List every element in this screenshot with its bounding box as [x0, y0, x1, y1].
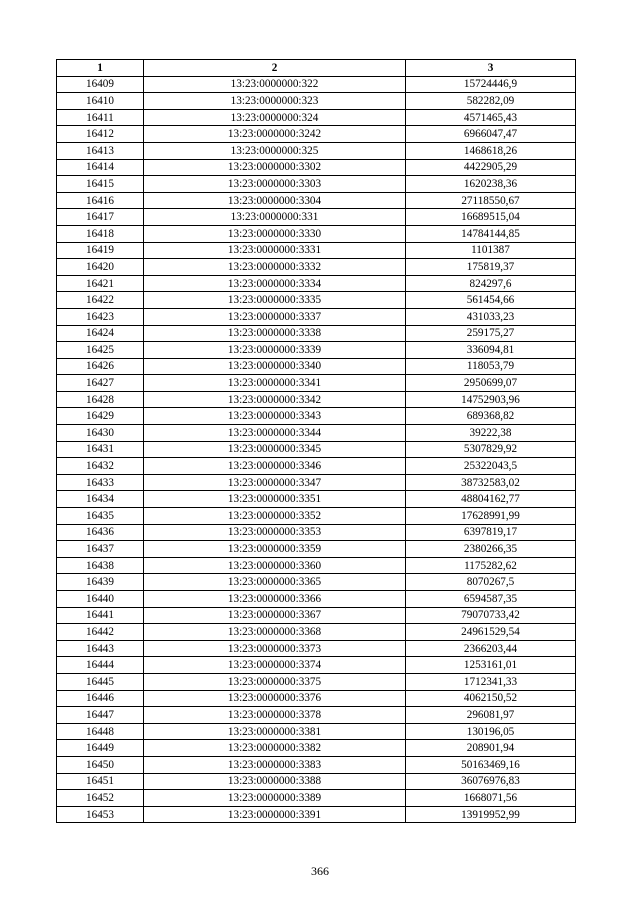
table-cell-col-2: 13:23:0000000:325 [144, 142, 406, 159]
header-cell-1: 1 [57, 60, 144, 77]
table-cell-col-1: 16413 [57, 142, 144, 159]
table-cell-col-1: 16420 [57, 259, 144, 276]
table-header [57, 60, 576, 77]
table-cell-col-3: 296081,97 [406, 707, 576, 724]
table-cell-col-3: 2950699,07 [406, 375, 576, 392]
table-cell-col-2: 13:23:0000000:3378 [144, 707, 406, 724]
table-cell-col-2: 13:23:0000000:3342 [144, 391, 406, 408]
table-cell-col-1: 16423 [57, 308, 144, 325]
table-cell-col-2: 13:23:0000000:3367 [144, 607, 406, 624]
table-cell-col-2: 13:23:0000000:3337 [144, 308, 406, 325]
table-cell-col-1: 16414 [57, 159, 144, 176]
table-cell-col-3: 79070733,42 [406, 607, 576, 624]
table-cell-col-3: 336094,81 [406, 342, 576, 359]
table-cell-col-1: 16424 [57, 325, 144, 342]
table-cell-col-3: 24961529,54 [406, 624, 576, 641]
table-cell-col-2: 13:23:0000000:3376 [144, 690, 406, 707]
table-cell-col-2: 13:23:0000000:3346 [144, 458, 406, 475]
table-cell-col-3: 27118550,67 [406, 192, 576, 209]
table-row [57, 408, 576, 425]
table-row [57, 474, 576, 491]
table-row [57, 491, 576, 508]
table-cell-col-3: 39222,38 [406, 425, 576, 442]
table-row [57, 142, 576, 159]
table-cell-col-3: 4062150,52 [406, 690, 576, 707]
table-cell-col-1: 16437 [57, 541, 144, 558]
table-cell-col-1: 16415 [57, 176, 144, 193]
table-cell-col-1: 16452 [57, 790, 144, 807]
table-cell-col-3: 582282,09 [406, 93, 576, 110]
table-row [57, 275, 576, 292]
table-cell-col-2: 13:23:0000000:3365 [144, 574, 406, 591]
table-row [57, 391, 576, 408]
table-cell-col-2: 13:23:0000000:3303 [144, 176, 406, 193]
table-cell-col-3: 1101387 [406, 242, 576, 259]
table-cell-col-2: 13:23:0000000:3338 [144, 325, 406, 342]
table-cell-col-2: 13:23:0000000:331 [144, 209, 406, 226]
table-cell-col-1: 16442 [57, 624, 144, 641]
table-row [57, 541, 576, 558]
table-cell-col-2: 13:23:0000000:3330 [144, 225, 406, 242]
table-cell-col-3: 6966047,47 [406, 126, 576, 143]
table-cell-col-3: 38732583,02 [406, 474, 576, 491]
table-cell-col-1: 16419 [57, 242, 144, 259]
table-row [57, 723, 576, 740]
table-row [57, 557, 576, 574]
table-cell-col-2: 13:23:0000000:3368 [144, 624, 406, 641]
table-cell-col-3: 259175,27 [406, 325, 576, 342]
table-row [57, 690, 576, 707]
header-cell-2: 2 [144, 60, 406, 77]
table-row [57, 657, 576, 674]
table-cell-col-1: 16447 [57, 707, 144, 724]
page-number: 366 [311, 864, 329, 878]
table-row [57, 126, 576, 143]
table-cell-col-3: 2380266,35 [406, 541, 576, 558]
table-cell-col-2: 13:23:0000000:3388 [144, 773, 406, 790]
table-row [57, 259, 576, 276]
table-cell-col-2: 13:23:0000000:3383 [144, 756, 406, 773]
header-row [57, 60, 576, 77]
table-cell-col-1: 16422 [57, 292, 144, 309]
table-row [57, 192, 576, 209]
table-cell-col-1: 16428 [57, 391, 144, 408]
table-body [57, 76, 576, 823]
table-cell-col-3: 25322043,5 [406, 458, 576, 475]
table-row [57, 707, 576, 724]
table-cell-col-1: 16439 [57, 574, 144, 591]
table-row [57, 93, 576, 110]
table-row [57, 358, 576, 375]
table-cell-col-2: 13:23:0000000:3347 [144, 474, 406, 491]
table-cell-col-1: 16430 [57, 425, 144, 442]
table-cell-col-3: 118053,79 [406, 358, 576, 375]
table-cell-col-3: 6397819,17 [406, 524, 576, 541]
data-table [56, 59, 576, 823]
table-cell-col-1: 16438 [57, 557, 144, 574]
table-row [57, 425, 576, 442]
table-row [57, 458, 576, 475]
table-cell-col-3: 1253161,01 [406, 657, 576, 674]
table-row [57, 756, 576, 773]
table-cell-col-1: 16446 [57, 690, 144, 707]
table-cell-col-2: 13:23:0000000:3382 [144, 740, 406, 757]
table-cell-col-2: 13:23:0000000:3360 [144, 557, 406, 574]
table-cell-col-2: 13:23:0000000:323 [144, 93, 406, 110]
table-row [57, 292, 576, 309]
table-cell-col-2: 13:23:0000000:3374 [144, 657, 406, 674]
table-cell-col-1: 16416 [57, 192, 144, 209]
table-cell-col-3: 561454,66 [406, 292, 576, 309]
table-cell-col-1: 16421 [57, 275, 144, 292]
table-cell-col-1: 16445 [57, 673, 144, 690]
table-cell-col-2: 13:23:0000000:3353 [144, 524, 406, 541]
table-cell-col-2: 13:23:0000000:3332 [144, 259, 406, 276]
table-cell-col-3: 1620238,36 [406, 176, 576, 193]
table-row [57, 640, 576, 657]
table-row [57, 624, 576, 641]
table-cell-col-1: 16434 [57, 491, 144, 508]
table-cell-col-2: 13:23:0000000:3335 [144, 292, 406, 309]
table-cell-col-3: 1712341,33 [406, 673, 576, 690]
table-cell-col-2: 13:23:0000000:3334 [144, 275, 406, 292]
table-cell-col-3: 50163469,16 [406, 756, 576, 773]
table-cell-col-1: 16440 [57, 591, 144, 608]
table-row [57, 524, 576, 541]
table-cell-col-1: 16441 [57, 607, 144, 624]
table-cell-col-1: 16425 [57, 342, 144, 359]
table-row [57, 740, 576, 757]
table-cell-col-2: 13:23:0000000:3331 [144, 242, 406, 259]
table-row [57, 159, 576, 176]
table-cell-col-2: 13:23:0000000:3373 [144, 640, 406, 657]
table-row [57, 176, 576, 193]
table-cell-col-3: 824297,6 [406, 275, 576, 292]
table-cell-col-3: 15724446,9 [406, 76, 576, 93]
table-cell-col-3: 5307829,92 [406, 441, 576, 458]
table-cell-col-2: 13:23:0000000:3302 [144, 159, 406, 176]
table-cell-col-3: 689368,82 [406, 408, 576, 425]
table-cell-col-3: 17628991,99 [406, 508, 576, 525]
table-row [57, 574, 576, 591]
table-row [57, 607, 576, 624]
table-cell-col-3: 36076976,83 [406, 773, 576, 790]
table-row [57, 508, 576, 525]
table-cell-col-2: 13:23:0000000:3359 [144, 541, 406, 558]
table-row [57, 375, 576, 392]
table-cell-col-1: 16448 [57, 723, 144, 740]
table-row [57, 76, 576, 93]
table-cell-col-3: 13919952,99 [406, 806, 576, 823]
table-row [57, 591, 576, 608]
table-cell-col-2: 13:23:0000000:324 [144, 109, 406, 126]
table-cell-col-1: 16435 [57, 508, 144, 525]
table-cell-col-1: 16451 [57, 773, 144, 790]
table-cell-col-3: 16689515,04 [406, 209, 576, 226]
table-cell-col-3: 130196,05 [406, 723, 576, 740]
table-cell-col-3: 2366203,44 [406, 640, 576, 657]
table-cell-col-3: 4422905,29 [406, 159, 576, 176]
table-cell-col-1: 16427 [57, 375, 144, 392]
table-cell-col-2: 13:23:0000000:3344 [144, 425, 406, 442]
table-cell-col-3: 8070267,5 [406, 574, 576, 591]
table-cell-col-1: 16453 [57, 806, 144, 823]
table-cell-col-3: 4571465,43 [406, 109, 576, 126]
table-cell-col-2: 13:23:0000000:3339 [144, 342, 406, 359]
table-row [57, 308, 576, 325]
table-row [57, 225, 576, 242]
table-cell-col-1: 16426 [57, 358, 144, 375]
table-cell-col-1: 16412 [57, 126, 144, 143]
table-row [57, 773, 576, 790]
table-cell-col-2: 13:23:0000000:3351 [144, 491, 406, 508]
table-cell-col-2: 13:23:0000000:322 [144, 76, 406, 93]
table-cell-col-3: 14752903,96 [406, 391, 576, 408]
table-row [57, 790, 576, 807]
table-cell-col-2: 13:23:0000000:3391 [144, 806, 406, 823]
table-cell-col-3: 14784144,85 [406, 225, 576, 242]
table-cell-col-1: 16418 [57, 225, 144, 242]
table-cell-col-1: 16431 [57, 441, 144, 458]
table-cell-col-2: 13:23:0000000:3389 [144, 790, 406, 807]
table-row [57, 441, 576, 458]
table-cell-col-3: 1668071,56 [406, 790, 576, 807]
table-cell-col-3: 175819,37 [406, 259, 576, 276]
table-cell-col-1: 16411 [57, 109, 144, 126]
table-cell-col-2: 13:23:0000000:3343 [144, 408, 406, 425]
table-cell-col-2: 13:23:0000000:3341 [144, 375, 406, 392]
table-cell-col-1: 16443 [57, 640, 144, 657]
table-cell-col-2: 13:23:0000000:3242 [144, 126, 406, 143]
table-row [57, 242, 576, 259]
table-cell-col-2: 13:23:0000000:3304 [144, 192, 406, 209]
table-cell-col-2: 13:23:0000000:3366 [144, 591, 406, 608]
table-cell-col-1: 16432 [57, 458, 144, 475]
table-cell-col-3: 1468618,26 [406, 142, 576, 159]
table-cell-col-3: 48804162,77 [406, 491, 576, 508]
table-cell-col-1: 16433 [57, 474, 144, 491]
table-row [57, 325, 576, 342]
table-cell-col-3: 431033,23 [406, 308, 576, 325]
table-cell-col-1: 16449 [57, 740, 144, 757]
table-cell-col-1: 16450 [57, 756, 144, 773]
table-cell-col-3: 1175282,62 [406, 557, 576, 574]
table-row [57, 342, 576, 359]
header-cell-3: 3 [406, 60, 576, 77]
table-cell-col-1: 16417 [57, 209, 144, 226]
table-cell-col-1: 16444 [57, 657, 144, 674]
table-cell-col-1: 16436 [57, 524, 144, 541]
table-cell-col-2: 13:23:0000000:3375 [144, 673, 406, 690]
table-cell-col-3: 6594587,35 [406, 591, 576, 608]
table-row [57, 673, 576, 690]
table-cell-col-1: 16429 [57, 408, 144, 425]
table-cell-col-2: 13:23:0000000:3345 [144, 441, 406, 458]
table-cell-col-3: 208901,94 [406, 740, 576, 757]
table-cell-col-1: 16409 [57, 76, 144, 93]
table-row [57, 806, 576, 823]
table-cell-col-2: 13:23:0000000:3352 [144, 508, 406, 525]
table-row [57, 109, 576, 126]
table-row [57, 209, 576, 226]
table-cell-col-1: 16410 [57, 93, 144, 110]
table-cell-col-2: 13:23:0000000:3381 [144, 723, 406, 740]
table-cell-col-2: 13:23:0000000:3340 [144, 358, 406, 375]
